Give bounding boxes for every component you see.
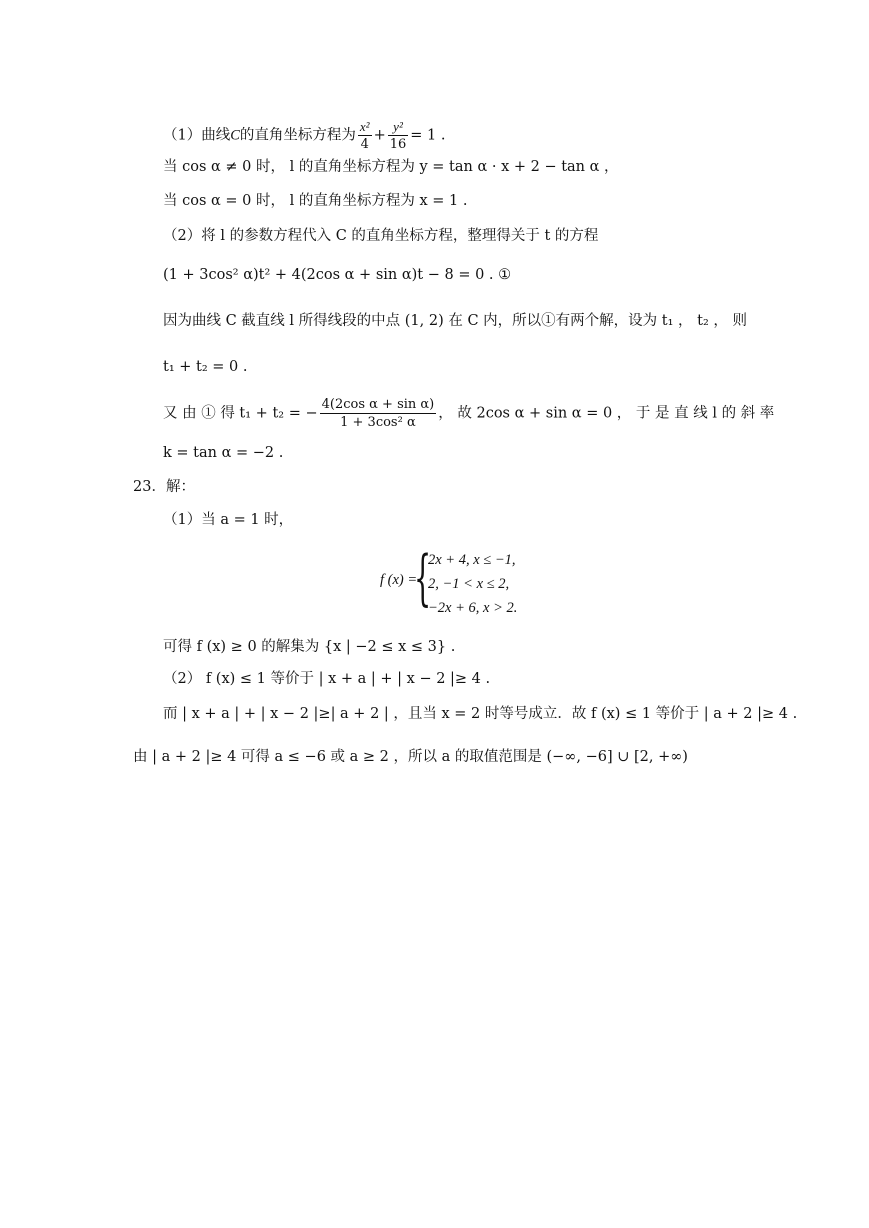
math-symbol: C (230, 127, 240, 144)
piecewise-lhs: f (x) = (380, 572, 418, 588)
fraction-numerator: 4(2cos α + sin α) (321, 397, 435, 412)
line-abs-inequality: 而 | x + a | + | x − 2 |≥| a + 2 | ，且当 x = 2 时等号成立．故 f (x) ≤ 1 等价于 | a + 2 |≥ 4 . (163, 706, 798, 722)
piecewise-brace: { (414, 543, 432, 613)
line-part2-intro: （2）将 l 的参数方程代入 C 的直角坐标方程，整理得关于 t 的方程 (163, 228, 599, 244)
line-equation-1: (1 + 3cos² α)t² + 4(2cos α + sin α)t − 8 = 0 . ① (163, 267, 512, 283)
text-segment: 的直角坐标方程为 (239, 127, 356, 144)
line-a-equals-1: （1）当 a = 1 时， (163, 512, 294, 528)
piecewise-cases (428, 548, 517, 620)
piecewise-case-2: 2, −1 < x ≤ 2, (428, 576, 510, 592)
text-segment: ， 故 2cos α + sin α = 0 ， 于 是 直 线 l 的 斜 率 (438, 405, 775, 422)
fraction-denominator: 4 (360, 137, 369, 152)
line-part2-equivalence: （2） f (x) ≤ 1 等价于 | x + a | + | x − 2 |≥ 4 . (163, 671, 491, 687)
text-segment: = 1 . (410, 127, 446, 144)
line-cos-nonzero: 当 cos α ≠ 0 时， l 的直角坐标方程为 y = tan α · x + 2 − tan α ， (163, 159, 619, 175)
fraction-denominator: 1 + 3cos² α (340, 415, 416, 430)
text-segment: （1）曲线 (163, 127, 231, 144)
line-solution-set: 可得 f (x) ≥ 0 的解集为 {x | −2 ≤ x ≤ 3} . (163, 639, 456, 655)
piecewise-case-1: 2x + 4, x ≤ −1, (428, 552, 516, 568)
line-midpoint-reasoning: 因为曲线 C 截直线 l 所得线段的中点 (1, 2) 在 C 内，所以①有两个解，设为 t₁ ， t₂ ， 则 (163, 313, 748, 329)
fraction-denominator: 16 (389, 137, 407, 152)
math-operator: + (373, 127, 386, 144)
fraction-x (358, 118, 372, 153)
line-sum-zero: t₁ + t₂ = 0 . (163, 359, 248, 375)
line-slope-derivation (163, 396, 774, 431)
fraction-sum (320, 396, 437, 431)
fraction-numerator: x² (359, 119, 370, 134)
line-cos-zero: 当 cos α = 0 时， l 的直角坐标方程为 x = 1 . (163, 193, 468, 209)
piecewise-case-3: −2x + 6, x > 2. (428, 600, 518, 616)
line-slope-result: k = tan α = −2 . (163, 445, 284, 461)
problem-23-heading: 23．解： (133, 479, 195, 495)
line-curve-equation (163, 118, 445, 153)
fraction-y (388, 118, 409, 153)
text-segment: 又 由 ① 得 t₁ + t₂ = − (163, 405, 318, 422)
fraction-numerator: y² (388, 118, 409, 136)
line-final-range: 由 | a + 2 |≥ 4 可得 a ≤ −6 或 a ≥ 2 ，所以 a 的取值范围是 (−∞, −6] ∪ [2, +∞) (133, 749, 688, 765)
